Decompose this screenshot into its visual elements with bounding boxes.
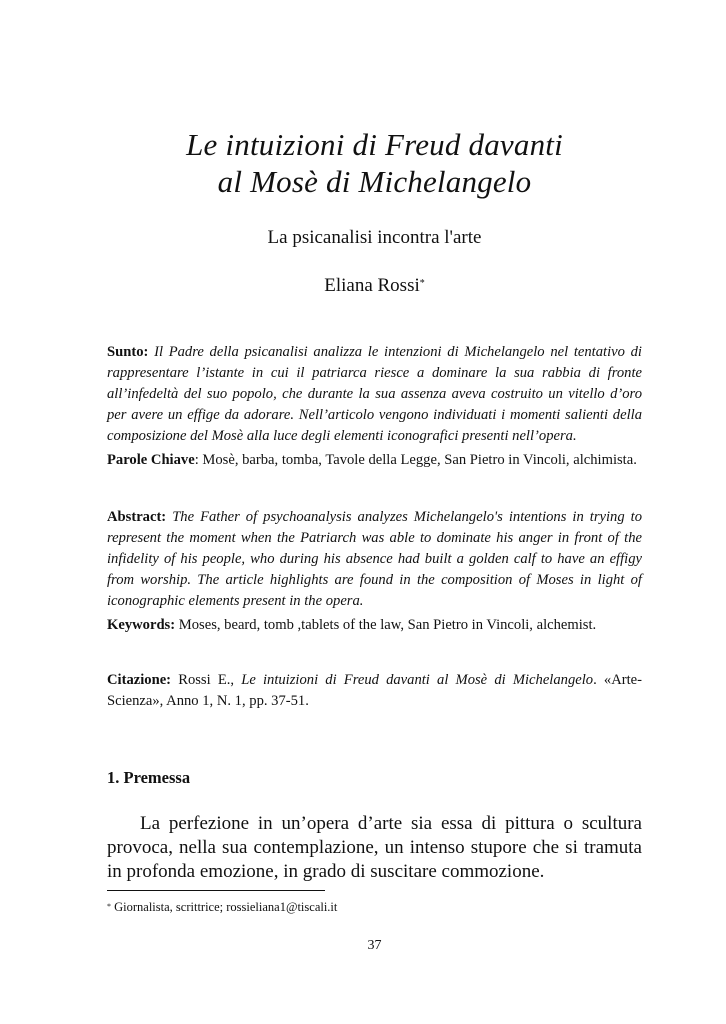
footnote-text: Giornalista, scrittrice; rossieliana1@tiscali.it: [111, 900, 338, 914]
parole-chiave-text: : Mosè, barba, tomba, Tavole della Legge, San Pietro in Vincoli, alchimista.: [194, 452, 637, 468]
parole-chiave-label: Parole Chiave: [107, 452, 195, 468]
sunto-paragraph: [107, 342, 642, 447]
footnote: [107, 899, 337, 915]
abstract-text: The Father of psychoanalysis analyzes Michelangelo's intentions in trying to represent the moment when the Patriarch was able to dominate his anger in front of the infidelity of his people, who during his absence had built a golden calf to have an effigy from worship. The article highlights are found in the composition of Moses in light of iconographic elements present in the opera.: [107, 509, 642, 609]
author-name: Eliana Rossi: [324, 275, 420, 296]
citation-title: Le intuizioni di Freud davanti al Mosè di Michelangelo: [241, 672, 594, 688]
citation-label: Citazione:: [107, 672, 172, 688]
citation-suffix: . «ArteScienza», Anno 1, N. 1, pp. 37-51.: [107, 672, 642, 709]
page-number: 37: [367, 938, 382, 953]
abstract-label: Abstract:: [107, 509, 167, 525]
article-subtitle: La psicanalisi incontra l'arte: [267, 227, 482, 248]
keywords-text: Moses, beard, tomb ,tablets of the law, San Pietro in Vincoli, alchemist.: [178, 617, 597, 633]
sunto-label: Sunto:: [107, 344, 149, 360]
author-footnote-marker: *: [419, 278, 425, 289]
footnote-marker: *: [107, 902, 111, 911]
abstract-paragraph: [107, 507, 642, 612]
paper-page: [107, 0, 642, 1024]
author-line: [107, 274, 642, 298]
citation-prefix: Rossi E.,: [178, 672, 242, 688]
sunto-text: Il Padre della psicanalisi analizza le intenzioni di Michelangelo nel tentativo di rappresentare l’istante in cui il patriarca riesce a dominare la sua rabbia di fronte all’infedeltà del suo popolo, che durante la sua assenza aveva costruito un vitello d’oro per avere un effige da adorare. Nell’articolo vengono individuati i momenti salienti della composizione del Mosè alla luce degli elementi iconografici presenti nell’opera.: [107, 344, 642, 444]
article-title-line-1: Le intuizioni di Freud davanti: [186, 127, 563, 162]
body-paragraph: La perfezione in un’opera d’arte sia essa di pittura o scultura provoca, nella sua contemplazione, un intenso stupore che si tramuta in profonda emozione, in grado di suscitare commozione.: [107, 813, 642, 882]
keywords-paragraph: [107, 615, 642, 636]
keywords-label: Keywords:: [107, 617, 176, 633]
article-title-line-2: al Mosè di Michelangelo: [217, 164, 532, 199]
footnote-divider: [107, 890, 325, 891]
section-heading: 1. Premessa: [107, 768, 191, 787]
article-title: [107, 126, 642, 200]
citation-paragraph: [107, 670, 642, 712]
parole-chiave-paragraph: [107, 450, 642, 471]
